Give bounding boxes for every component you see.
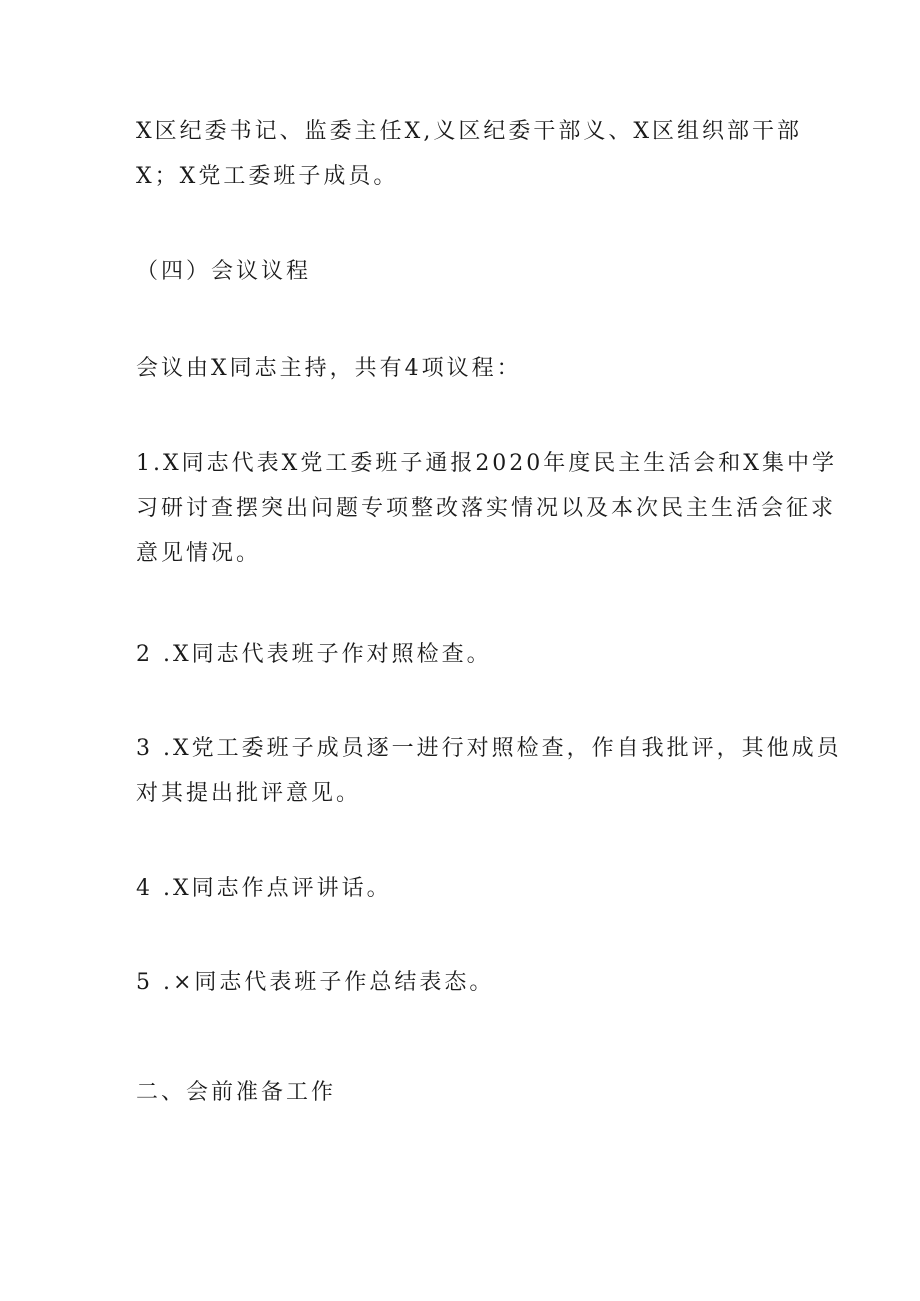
text-line: 2 .X同志代表班子作对照检查。 bbox=[136, 642, 492, 667]
text-line: （四）会议议程 bbox=[136, 259, 312, 284]
text-line: 5 .×同志代表班子作总结表态。 bbox=[136, 970, 495, 995]
text-line: 3 .X党工委班子成员逐一进行对照检查，作自我批评，其他成员 bbox=[136, 736, 842, 761]
section-heading-preparation bbox=[136, 1070, 796, 1115]
text-line: 意见情况。 bbox=[136, 541, 262, 566]
agenda-item-3 bbox=[136, 726, 842, 816]
text-line: X区纪委书记、监委主任X,义区纪委干部义、X区组织部干部 bbox=[136, 119, 802, 144]
text-line: X；X党工委班子成员。 bbox=[136, 164, 399, 189]
text-line: 习研讨查摆突出问题专项整改落实情况以及本次民主生活会征求 bbox=[136, 496, 837, 521]
text-line: 对其提出批评意见。 bbox=[136, 781, 362, 806]
agenda-item-4 bbox=[136, 866, 796, 911]
agenda-item-1 bbox=[136, 441, 837, 576]
agenda-intro-paragraph bbox=[136, 346, 796, 391]
agenda-item-5 bbox=[136, 960, 796, 1005]
text-line: 会议由X同志主持，共有4项议程： bbox=[136, 356, 522, 381]
agenda-item-2 bbox=[136, 632, 796, 677]
text-line: 二、会前准备工作 bbox=[136, 1080, 337, 1105]
section-heading-agenda bbox=[136, 249, 796, 294]
attendees-paragraph bbox=[136, 109, 802, 199]
text-line: 4 .X同志作点评讲话。 bbox=[136, 876, 392, 901]
text-line: 1.X同志代表X党工委班子通报2020年度民主生活会和X集中学 bbox=[136, 451, 837, 476]
